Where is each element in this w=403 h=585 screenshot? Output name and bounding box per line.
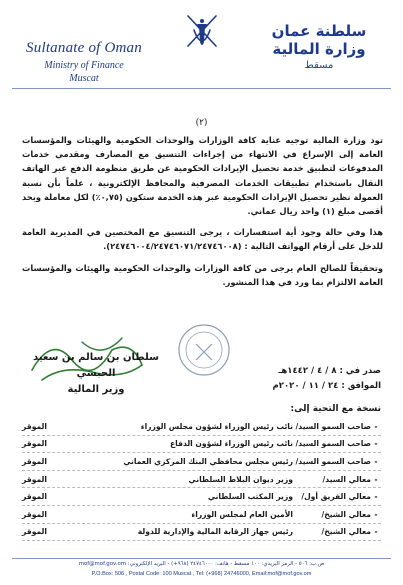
- list-item: [22, 488, 381, 506]
- recipient-position: وزير المكتب السلطاني: [207, 492, 293, 502]
- recipient-title: معالي الشيخ/: [321, 527, 371, 537]
- bullet-icon: -: [374, 456, 378, 466]
- signatory-title: وزير المالية: [67, 384, 125, 395]
- copy-to-heading: نسخة مع التحية إلى:: [290, 404, 381, 414]
- recipient-title: معالي الشيخ/: [321, 509, 371, 519]
- recipient-title: صاحب السمو السيد/: [295, 456, 371, 466]
- hijri-date: ٨ / ٤ / ١٤٤٢هـ: [278, 366, 337, 376]
- header-arabic: [249, 22, 389, 71]
- signatory-name: سلطان بن سالم بن سعيد الحبسي: [33, 352, 159, 379]
- recipient-honorific: الموقر: [22, 439, 48, 449]
- recipient-honorific: الموقر: [22, 492, 48, 502]
- gregorian-date-label: الموافق :: [341, 381, 381, 391]
- official-stamp-icon: [176, 322, 232, 378]
- list-item: [22, 453, 381, 471]
- recipient-position: نائب رئيس الوزراء لشؤون مجلس الوزراء: [140, 421, 293, 431]
- recipient-title: صاحب السمو السيد/: [295, 421, 371, 431]
- body-paragraph-3: وتحقيقاً للصالح العام يرجى من كافة الوزارات والوحدات الحكومية والهيئات والمؤسسات العامة الالتزام بما ورد في هذا المنشور.: [22, 262, 383, 287]
- bullet-icon: -: [374, 421, 378, 431]
- body-paragraph-2: هذا وفي حالة وجود أية استفسارات ، يرجى التنسيق مع المختصين في المديرية العامة للدخل على أرقام الهواتف التالية : (٢٤٧٤٦٠٠٤/٢٤٧٤٦٠٧١/٢٤٧٤٦٠٠٨).: [22, 227, 383, 252]
- recipient-honorific: الموقر: [22, 527, 48, 537]
- city-name-en: Muscat: [69, 73, 99, 84]
- recipient-honorific: الموقر: [22, 421, 48, 431]
- copy-to-list: [22, 418, 381, 541]
- list-item: [22, 506, 381, 524]
- list-item: [22, 471, 381, 489]
- gregorian-date: ٢٤ / ١١ / ٢٠٢٠م: [272, 381, 339, 391]
- recipient-honorific: الموقر: [22, 474, 48, 484]
- hijri-date-label: صدر في :: [339, 366, 381, 376]
- recipient-position: نائب رئيس الوزراء لشؤون الدفاع: [169, 439, 293, 449]
- recipient-position: الأمين العام لمجلس الوزراء: [191, 509, 293, 519]
- recipient-position: رئيس جهاز الرقابة المالية والإدارية للدولة: [137, 527, 293, 537]
- header-divider: [12, 88, 391, 89]
- footer-divider: [12, 558, 391, 559]
- ministry-name-ar: وزارة المالية: [272, 40, 366, 58]
- city-name-ar: مسقط: [304, 60, 334, 71]
- list-item: [22, 418, 381, 436]
- footer-contact-en: P.O.Box: 506 , Postal Code: 100 Muscat , Tel: (+968) 24746000, Email:mof@mof.gov.om: [91, 571, 312, 577]
- body-paragraph-1: تود وزارة المالية توجيه عناية كافة الوزارات والوحدات الحكومية والهيئات والمؤسسات العامة إلى الإسراع في الانتهاء من إجراءات التنسيق مع المصارف ومقدمي خدمات المدفوعات لتطبيق خدمة تحصيل الإيرادات الحكومية عن طريق منظومة الدفع عبر الهاتف النقال باستخدام تطبيقات الخدمات المصرفية والمحافظ الإلكترونية ، علماً بأن نسبة العمولة نظير تحصيل الإيرادات الحكومية عبر هذه الخدمة ستكون (٠,٧٥٪) لكل معاملة وبحد أقصى مبلغ (١) واحد ريال عماني.: [22, 135, 384, 217]
- recipient-position: رئيس مجلس محافظي البنك المركزي العماني: [123, 456, 293, 466]
- bullet-icon: -: [374, 509, 378, 519]
- bullet-icon: -: [374, 492, 378, 502]
- list-item: [22, 436, 381, 454]
- letter-body: [22, 133, 383, 296]
- footer-contact-ar: ص.ب: ٥٠٦ - الرمز البريدي: ١٠٠ مسقط - هاتف: ٢٤٧٤٦٠٠٠ (٩٦٨+) - البريد الإلكتروني: mof@mof.gov.om: [78, 561, 325, 567]
- bullet-icon: -: [374, 474, 378, 484]
- ministry-name-en: Ministry of Finance: [44, 60, 124, 71]
- issue-dates: [273, 364, 381, 394]
- page-number: (٢): [195, 118, 208, 128]
- list-item: [22, 524, 381, 542]
- oman-emblem-icon: [180, 8, 224, 58]
- recipient-honorific: الموقر: [22, 456, 48, 466]
- recipient-title: معالي السيد/: [322, 474, 371, 484]
- bullet-icon: -: [374, 527, 378, 537]
- recipient-title: صاحب السمو السيد/: [295, 439, 371, 449]
- recipient-position: وزير ديوان البلاط السلطاني: [188, 474, 293, 484]
- recipient-honorific: الموقر: [22, 509, 48, 519]
- country-name-en: Sultanate of Oman: [26, 40, 142, 56]
- bullet-icon: -: [374, 439, 378, 449]
- signatory: [26, 350, 166, 398]
- header-english: [14, 40, 154, 84]
- country-name-ar: سلطنة عمان: [271, 22, 367, 40]
- recipient-title: معالي الفريق أول/: [301, 492, 371, 502]
